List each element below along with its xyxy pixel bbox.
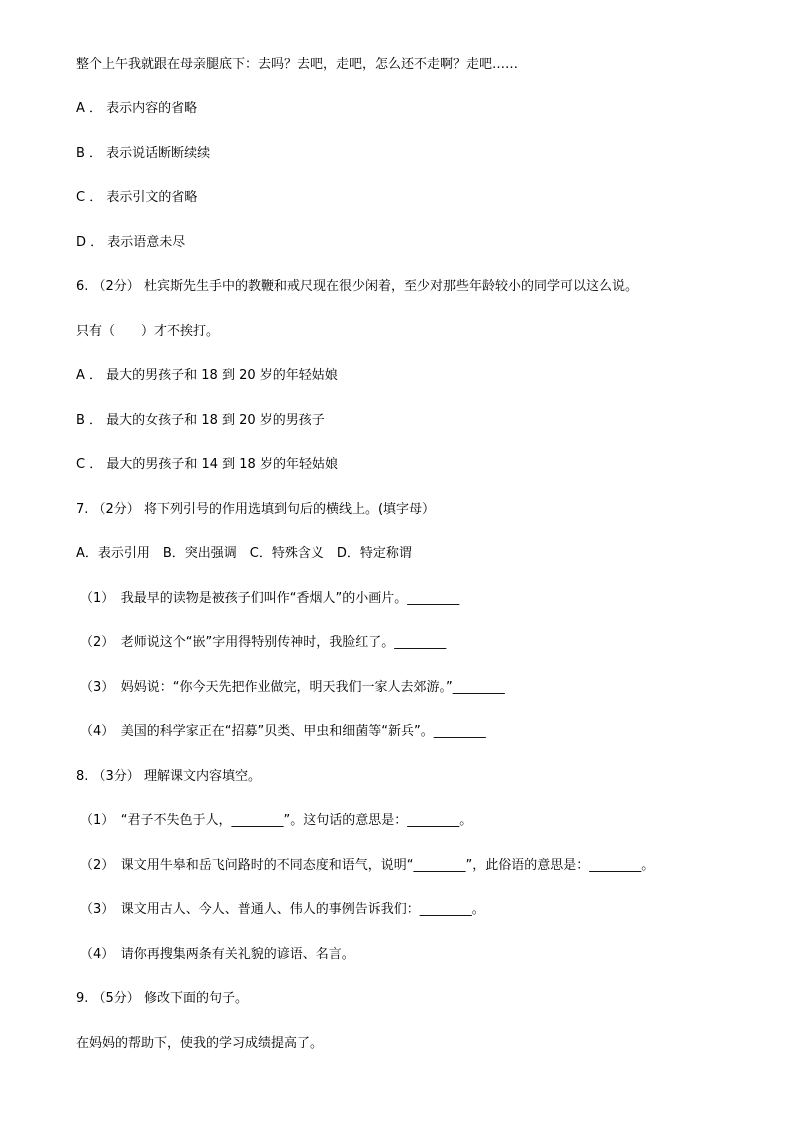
q5-option-b: B ． 表示说话断断续续 <box>76 146 211 161</box>
q8-item-4: （4） 请你再搜集两条有关礼貌的谚语、名言。 <box>80 947 355 962</box>
q7-item-1: （1） 我最早的读物是被孩子们叫作“香烟人”的小画片。________ <box>80 591 460 606</box>
q5-option-c: C ． 表示引文的省略 <box>76 190 198 205</box>
q8-stem: 8. （3分） 理解课文内容填空。 <box>76 769 261 784</box>
q9-stem: 9. （5分） 修改下面的句子。 <box>76 991 248 1006</box>
q8-item-2: （2） 课文用牛皋和岳飞问路时的不同态度和语气，说明“________”，此俗语的意思是：________。 <box>80 858 655 873</box>
q5-option-d: D ． 表示语意未尽 <box>76 235 186 250</box>
q5-option-a: A ． 表示内容的省略 <box>76 101 198 116</box>
q7-choices: A．表示引用 B．突出强调 C．特殊含义 D．特定称谓 <box>76 546 412 561</box>
q6-option-b: B ． 最大的女孩子和 18 到 20 岁的男孩子 <box>76 413 325 428</box>
q6-stem: 6. （2分） 杜宾斯先生手中的教鞭和戒尺现在很少闲着，至少对那些年龄较小的同学可以这么说。 <box>76 279 638 294</box>
q7-item-4: （4） 美国的科学家正在“招募”贝类、甲虫和细菌等“新兵”。________ <box>80 724 486 739</box>
q6-option-c: C ． 最大的男孩子和 14 到 18 岁的年轻姑娘 <box>76 457 338 472</box>
q6-prompt: 只有（ ）才不挨打。 <box>76 324 220 339</box>
q7-item-3: （3） 妈妈说：“你今天先把作业做完，明天我们一家人去郊游。”________ <box>80 680 505 695</box>
q7-item-2: （2） 老师说这个“嵌”字用得特别传神时，我脸红了。________ <box>80 635 447 650</box>
q8-item-1: （1） “君子不失色于人，________”。这句话的意思是：________。 <box>80 813 473 828</box>
q7-stem: 7. （2分） 将下列引号的作用选填到句后的横线上。(填字母） <box>76 502 436 517</box>
q6-option-a: A ． 最大的男孩子和 18 到 20 岁的年轻姑娘 <box>76 368 338 383</box>
text-line-continuation: 整个上午我就跟在母亲腿底下：去吗？去吧，走吧，怎么还不走啊？走吧…… <box>76 57 519 72</box>
q9-sentence: 在妈妈的帮助下，使我的学习成绩提高了。 <box>76 1036 324 1051</box>
q8-item-3: （3） 课文用古人、今人、普通人、伟人的事例告诉我们：________。 <box>80 902 485 917</box>
